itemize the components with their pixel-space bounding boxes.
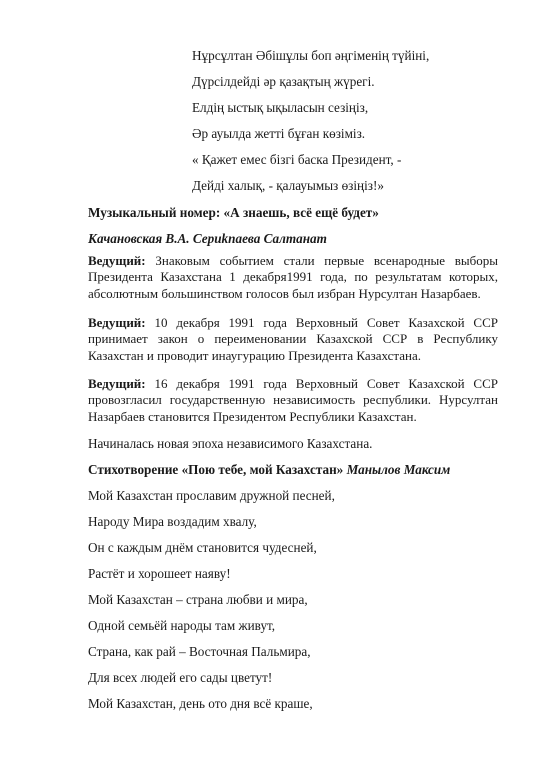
poem2-line: Одной семьёй народы там живут, xyxy=(88,618,276,633)
poem2-line: Мой Казахстан – страна любви и мира, xyxy=(88,592,308,607)
poem2-heading xyxy=(88,462,450,478)
poem1-line: Нұрсұлтан Әбішұлы боп әңгіменің түйіні, xyxy=(192,48,430,63)
host-label: Ведущий: xyxy=(88,315,146,330)
poem2-title: Стихотворение «Пою тебе, мой Казахстан» xyxy=(88,462,344,477)
poem2-line: Мой Казахстан прославим дружной песней, xyxy=(88,488,335,503)
poem2-line: Страна, как рай – Восточная Пальмира, xyxy=(88,644,311,659)
poem1-line: « Қажет емес бізгі баска Президент, - xyxy=(192,152,402,167)
host-text: 16 декабря 1991 года Верховный Совет Казахской ССР провозгласил государственную независимость республики. Нурсултан Назарбаев становится Президентом Республики Казахстан. xyxy=(88,376,498,424)
poem2-line: Растёт и хорошеет наяву! xyxy=(88,566,231,581)
poem2-line: Народу Мира воздадим хвалу, xyxy=(88,514,257,529)
host-label: Ведущий: xyxy=(88,376,146,391)
host-text: 10 декабря 1991 года Верховный Совет Казахской ССР принимает закон о переименовании Казахской ССР в Республику Казахстан и проводит инаугурацию Президента Казахстана. xyxy=(88,315,498,363)
poem2-author: Манылов Максим xyxy=(343,462,451,477)
performers-line: Качановская В.А. Сериkпаева Салтанат xyxy=(88,231,327,246)
poem1-line: Дейді халық, - қалауымыз өзіңіз!» xyxy=(192,178,384,193)
poem1-line: Дүрсілдейді әр қазақтың жүрегі. xyxy=(192,74,375,89)
poem2-line: Он с каждым днём становится чудесней, xyxy=(88,540,317,555)
music-number-heading: Музыкальный номер: «А знаешь, всё ещё будет» xyxy=(88,205,379,220)
poem1-line: Елдің ыстық ықыласын сезіңіз, xyxy=(192,100,369,115)
poem2-line: Для всех людей его сады цветут! xyxy=(88,670,273,685)
host-paragraph xyxy=(88,376,498,425)
host-text: Знаковым событием стали первые всенародные выборы Президента Казахстана 1 декабря1991 года, по результатам которых, абсолютным большинством голосов был избран Нурсултан Назарбаев. xyxy=(88,253,498,301)
new-era-line: Начиналась новая эпоха независимого Казахстана. xyxy=(88,436,373,451)
host-paragraph xyxy=(88,253,498,302)
poem1-line: Әр ауылда жетті бұған көзіміз. xyxy=(192,126,366,141)
host-paragraph xyxy=(88,315,498,364)
host-label: Ведущий: xyxy=(88,253,146,268)
poem2-line: Мой Казахстан, день ото дня всё краше, xyxy=(88,696,313,711)
